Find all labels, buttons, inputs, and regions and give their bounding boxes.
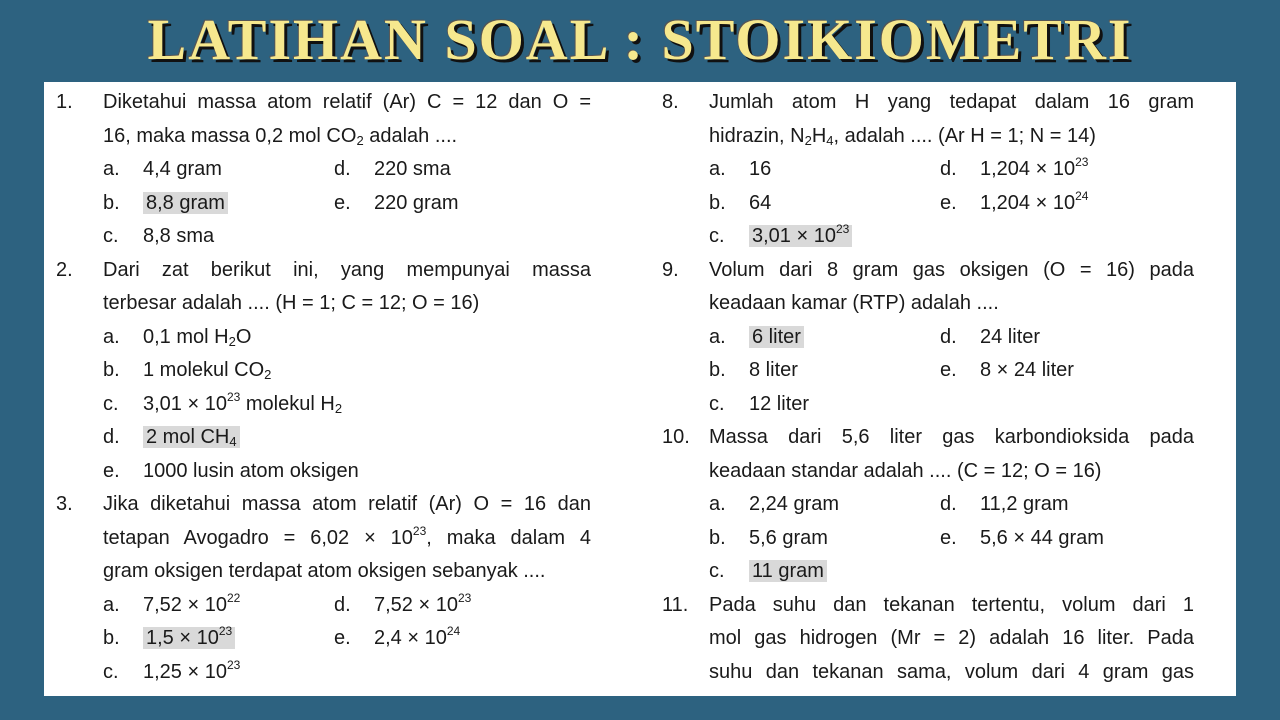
option-a[interactable]: a. $7,52 \times 10^{22}$ <box>103 590 241 616</box>
options-row <box>56 656 591 690</box>
options-row <box>56 455 591 489</box>
options-row <box>662 187 1194 221</box>
option-d[interactable]: d. 11,2 gram <box>940 493 1069 515</box>
options-row <box>56 622 591 656</box>
option-d[interactable]: d. 24 liter <box>940 325 1041 348</box>
option-a[interactable]: a. 6 liter <box>709 321 804 355</box>
option-e[interactable]: e. $2,4 \times 10^{24}$ <box>334 624 461 649</box>
option-b[interactable]: b. 5,6 gram <box>709 526 828 549</box>
option-c[interactable]: c. 8,8 sma <box>103 225 215 247</box>
option-b[interactable]: b. 1 molekul $CO_2$ <box>103 359 272 382</box>
question-11-line-1 <box>662 589 1194 623</box>
question-8-line-2 <box>662 120 1194 154</box>
question-text: Pada suhu dan tekanan tertentu, volum dari 1 <box>709 593 1194 616</box>
left-column <box>56 86 591 689</box>
options-row <box>56 153 591 187</box>
question-text: Diketahui massa atom relatif (Ar) C = 12 dan O = <box>103 91 591 113</box>
question-sheet <box>44 82 1236 696</box>
question-text: tetapan Avogadro = $6,02 \times 10^{23}$, maka dalam 4 <box>103 523 591 549</box>
question-text: keadaan standar adalah .... (C = 12; O = 16) <box>709 459 1102 482</box>
question-text: Massa dari 5,6 liter gas karbondioksida pada <box>709 426 1194 448</box>
option-d[interactable]: d. $7,52 \times 10^{23}$ <box>334 590 472 616</box>
question-1-line-1 <box>56 86 591 120</box>
right-column <box>662 86 1194 689</box>
option-e[interactable]: e. $1,204 \times 10^{24}$ <box>940 188 1089 214</box>
answer-highlight: 11 gram <box>749 560 827 582</box>
option-d[interactable]: d. 220 sma <box>334 158 451 180</box>
question-text: gram oksigen terdapat atom oksigen sebanyak .... <box>103 560 546 582</box>
options-row <box>662 555 1194 589</box>
option-d[interactable]: d. $1,204 \times 10^{23}$ <box>940 155 1089 180</box>
question-3-line-2 <box>56 522 591 556</box>
option-e[interactable]: e. 220 gram <box>334 191 459 214</box>
options-row <box>56 388 591 422</box>
options-row <box>662 321 1194 355</box>
question-text: hidrazin, $N_2H_4$, adalah .... (Ar H = 1; N = 14) <box>709 124 1096 148</box>
option-c[interactable]: c. 11 gram <box>709 555 827 589</box>
option-b[interactable]: b. 8 liter <box>709 359 798 381</box>
option-c[interactable]: c. $1,25 \times 10^{23}$ <box>103 657 241 683</box>
question-8-line-1 <box>662 86 1194 120</box>
options-row <box>56 220 591 254</box>
question-text: Jumlah atom H yang tedapat dalam 16 gram <box>709 91 1194 113</box>
question-10-line-1 <box>662 421 1194 455</box>
question-number: 10. <box>662 426 690 448</box>
question-text: terbesar adalah .... (H = 1; C = 12; O = 16) <box>103 292 480 314</box>
option-e[interactable]: e. 5,6 × 44 gram <box>940 526 1104 549</box>
option-c[interactable]: c. $3,01 \times 10^{23}$ <box>709 220 852 254</box>
option-c[interactable]: c. $3,01 \times 10^{23}$ molekul $H_2$ <box>103 389 343 416</box>
option-b[interactable]: b. 64 <box>709 191 772 214</box>
options-row <box>662 220 1194 254</box>
question-1-line-2 <box>56 120 591 154</box>
options-row <box>56 321 591 355</box>
question-9-line-2 <box>662 287 1194 321</box>
answer-highlight: $1,5 \times 10^{23}$ <box>143 627 235 649</box>
question-3-line-1 <box>56 488 591 522</box>
options-row <box>56 421 591 455</box>
options-row <box>662 388 1194 422</box>
question-text: 16, maka massa 0,2 mol $CO_2$ adalah .... <box>103 124 458 148</box>
question-number: 3. <box>56 493 73 515</box>
options-row <box>56 589 591 623</box>
question-number: 2. <box>56 258 73 281</box>
question-10-line-2 <box>662 455 1194 489</box>
question-text: keadaan kamar (RTP) adalah .... <box>709 292 999 314</box>
question-text: suhu dan tekanan sama, volum dari 4 gram gas <box>709 660 1194 683</box>
option-c[interactable]: c. 12 liter <box>709 392 810 415</box>
option-a[interactable]: a. 0,1 mol $H_2O$ <box>103 325 252 349</box>
answer-highlight: 2 mol $CH_4$ <box>143 426 240 448</box>
question-text: Dari zat berikut ini, yang mempunyai massa <box>103 258 591 281</box>
option-e[interactable]: e. 8 × 24 liter <box>940 359 1074 381</box>
answer-highlight: $3,01 \times 10^{23}$ <box>749 225 852 247</box>
question-text: mol gas hidrogen (Mr = 2) adalah 16 liter. Pada <box>709 627 1194 649</box>
option-a[interactable]: a. 4,4 gram <box>103 158 222 180</box>
answer-highlight: 6 liter <box>749 326 804 348</box>
question-number: 11. <box>662 593 689 616</box>
options-row <box>662 153 1194 187</box>
question-number: 8. <box>662 91 679 113</box>
answer-highlight: 8,8 gram <box>143 192 228 214</box>
option-a[interactable]: a. 2,24 gram <box>709 493 840 515</box>
options-row <box>662 488 1194 522</box>
question-3-line-3 <box>56 555 591 589</box>
question-11-line-2 <box>662 622 1194 656</box>
question-9-line-1 <box>662 254 1194 288</box>
question-2-line-1 <box>56 254 591 288</box>
options-row <box>662 354 1194 388</box>
options-row <box>56 354 591 388</box>
question-text: Jika diketahui massa atom relatif (Ar) O = 16 dan <box>103 493 591 515</box>
question-number: 1. <box>56 91 73 113</box>
option-b[interactable]: b. $1,5 \times 10^{23}$ <box>103 622 235 656</box>
option-e[interactable]: e. 1000 lusin atom oksigen <box>103 459 359 482</box>
options-row <box>662 522 1194 556</box>
question-2-line-2 <box>56 287 591 321</box>
question-11-line-3 <box>662 656 1194 690</box>
option-d[interactable]: d. 2 mol $CH_4$ <box>103 421 240 455</box>
option-b[interactable]: b. 8,8 gram <box>103 187 228 221</box>
question-text: Volum dari 8 gram gas oksigen (O = 16) pada <box>709 258 1194 281</box>
question-number: 9. <box>662 258 679 281</box>
option-a[interactable]: a. 16 <box>709 158 772 180</box>
options-row <box>56 187 591 221</box>
page-title: LATIHAN SOAL : STOIKIOMETRI <box>147 7 1133 72</box>
